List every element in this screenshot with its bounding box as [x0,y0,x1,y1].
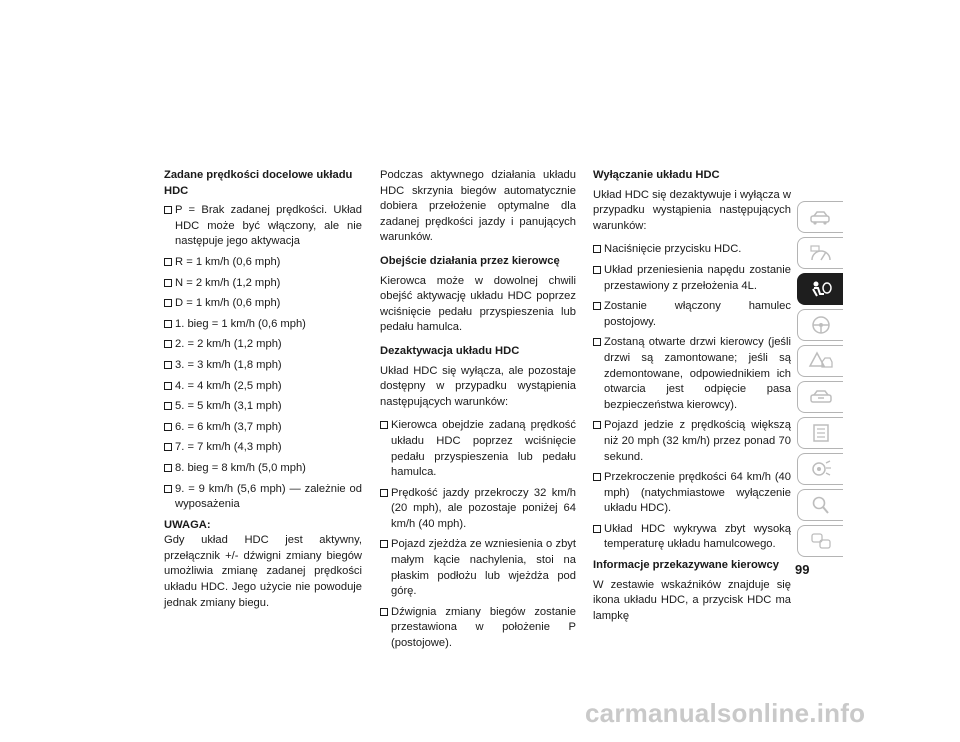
tab-specifications[interactable] [797,417,843,449]
list-item: 7. = 7 km/h (4,3 mph) [164,440,362,456]
list-item: Prędkość jazdy przekroczy 32 km/h (20 mph), ale pozostaje poniżej 64 km/h (40 mph). [380,486,576,533]
specifications-list-icon [808,423,834,443]
multimedia-icon [808,459,834,479]
checkbox-bullet-icon [380,608,388,616]
page-number: 99 [795,562,810,577]
deactivation-list [380,418,576,651]
checkbox-bullet-icon [164,320,172,328]
checkbox-bullet-icon [380,540,388,548]
checkbox-bullet-icon [164,279,172,287]
list-item: Układ HDC wykrywa zbyt wysoką temperaturę układu hamulcowego. [593,522,791,553]
chapter-tabs [797,201,842,561]
column-hdc-operation [380,168,576,657]
list-item: 9. = 9 km/h (5,6 mph) — zależnie od wyposażenia [164,482,362,513]
list-item: N = 2 km/h (1,2 mph) [164,276,362,292]
tab-languages[interactable] [797,525,843,557]
checkbox-bullet-icon [164,423,172,431]
list-item: Zostaną otwarte drzwi kierowcy (jeśli drzwi są zamontowane; jeśli są zdemontowane, odpowiednikiem ich otwarcia jest odpięcie pasa bezpieczeństwa kierowcy). [593,335,791,413]
checkbox-bullet-icon [164,464,172,472]
info-paragraph: W zestawie wskaźników znajduje się ikona układu HDC, a przycisk HDC ma lampkę [593,578,791,622]
checkbox-bullet-icon [164,443,172,451]
list-item: Zostanie włączony hamulec postojowy. [593,299,791,330]
checkbox-bullet-icon [164,402,172,410]
warning-title: UWAGA: [164,518,211,531]
tab-safety[interactable] [797,273,843,305]
checkbox-bullet-icon [164,206,172,214]
list-item: Kierowca obejdzie zadaną prędkość układu HDC poprzez wciśnięcie pedału przyspieszenia lub pedału hamulca. [380,418,576,480]
list-item: 2. = 2 km/h (1,2 mph) [164,337,362,353]
tab-multimedia[interactable] [797,453,843,485]
speeds-list [164,203,362,513]
tab-instrument-cluster[interactable] [797,237,843,269]
list-item: 8. bieg = 8 km/h (5,0 mph) [164,461,362,477]
column-hdc-speeds [164,168,362,611]
car-service-icon [808,387,834,407]
checkbox-bullet-icon [593,525,601,533]
off-conditions-list [593,242,791,553]
checkbox-bullet-icon [164,485,172,493]
column-hdc-off [593,168,791,632]
list-item: Naciśnięcie przycisku HDC. [593,242,791,258]
list-item: R = 1 km/h (0,6 mph) [164,255,362,271]
safety-airbag-icon [808,279,834,299]
list-item: 6. = 6 km/h (3,7 mph) [164,420,362,436]
list-item: D = 1 km/h (0,6 mph) [164,296,362,312]
tab-service[interactable] [797,381,843,413]
checkbox-bullet-icon [164,340,172,348]
tab-emergency[interactable] [797,345,843,377]
checkbox-bullet-icon [593,302,601,310]
languages-icon [808,531,834,551]
section-heading-off: Wyłączanie układu HDC [593,169,720,181]
car-info-icon [808,207,834,227]
list-item: Przekroczenie prędkości 64 km/h (40 mph) (natychmiastowe wyłączenie układu HDC). [593,470,791,517]
section-heading-speeds: Zadane prędkości docelowe układu HDC [164,169,353,197]
watermark: carmanualsonline.info [585,698,866,728]
list-item: 3. = 3 km/h (1,8 mph) [164,358,362,374]
deactivation-paragraph: Układ HDC się wyłącza, ale pozostaje dostępny w przypadku wystąpienia następujących warunków: [380,364,576,408]
section-heading-info: Informacje przekazywane kierowcy [593,559,779,572]
list-item: Dźwignia zmiany biegów zostanie przestawiona w położenie P (postojowe). [380,605,576,652]
tab-driving[interactable] [797,309,843,341]
list-item: Pojazd zjeżdża ze wzniesienia o zbyt małym kącie nachylenia, stoi na płaskim podłożu lub wjeżdża pod górę. [380,537,576,599]
checkbox-bullet-icon [593,266,601,274]
checkbox-bullet-icon [164,382,172,390]
warning-text: Gdy układ HDC jest aktywny, przełącznik +/- dźwigni zmiany biegów umożliwia zmianę zadanej prędkości układu HDC. Jego użycie nie powoduje jednak zmiany biegu. [164,534,362,609]
list-item: Układ przeniesienia napędu zostanie przestawiony z przełożenia 4L. [593,263,791,294]
checkbox-bullet-icon [593,245,601,253]
list-item: 5. = 5 km/h (3,1 mph) [164,399,362,415]
checkbox-bullet-icon [164,361,172,369]
checkbox-bullet-icon [164,258,172,266]
instrument-cluster-icon [808,243,834,263]
search-index-icon [808,495,834,515]
section-heading-override: Obejście działania przez kierowcę [380,254,560,267]
override-paragraph: Kierowca może w dowolnej chwili obejść aktywację układu HDC poprzez wciśnięcie pedału przyspieszenia lub pedału hamulca. [380,274,576,334]
steering-wheel-icon [808,315,834,335]
warning-car-icon [808,351,834,371]
off-paragraph: Układ HDC się dezaktywuje i wyłącza w przypadku wystąpienia następujących warunków: [593,188,791,232]
list-item: Pojazd jedzie z prędkością większą niż 20 mph (32 km/h) przez ponad 70 sekund. [593,418,791,465]
list-item: 4. = 4 km/h (2,5 mph) [164,379,362,395]
tab-car-info[interactable] [797,201,843,233]
checkbox-bullet-icon [380,489,388,497]
tab-index[interactable] [797,489,843,521]
checkbox-bullet-icon [380,421,388,429]
checkbox-bullet-icon [593,421,601,429]
intro-paragraph: Podczas aktywnego działania układu HDC skrzynia biegów automatycznie dobiera przełożenie optymalne dla zadanej prędkości jazdy i panujących warunków. [380,169,576,244]
checkbox-bullet-icon [164,299,172,307]
checkbox-bullet-icon [593,473,601,481]
list-item: 1. bieg = 1 km/h (0,6 mph) [164,317,362,333]
list-item: P = Brak zadanej prędkości. Układ HDC może być włączony, ale nie następuje jego aktywacja [164,203,362,250]
checkbox-bullet-icon [593,338,601,346]
section-heading-deactivation: Dezaktywacja układu HDC [380,344,520,357]
